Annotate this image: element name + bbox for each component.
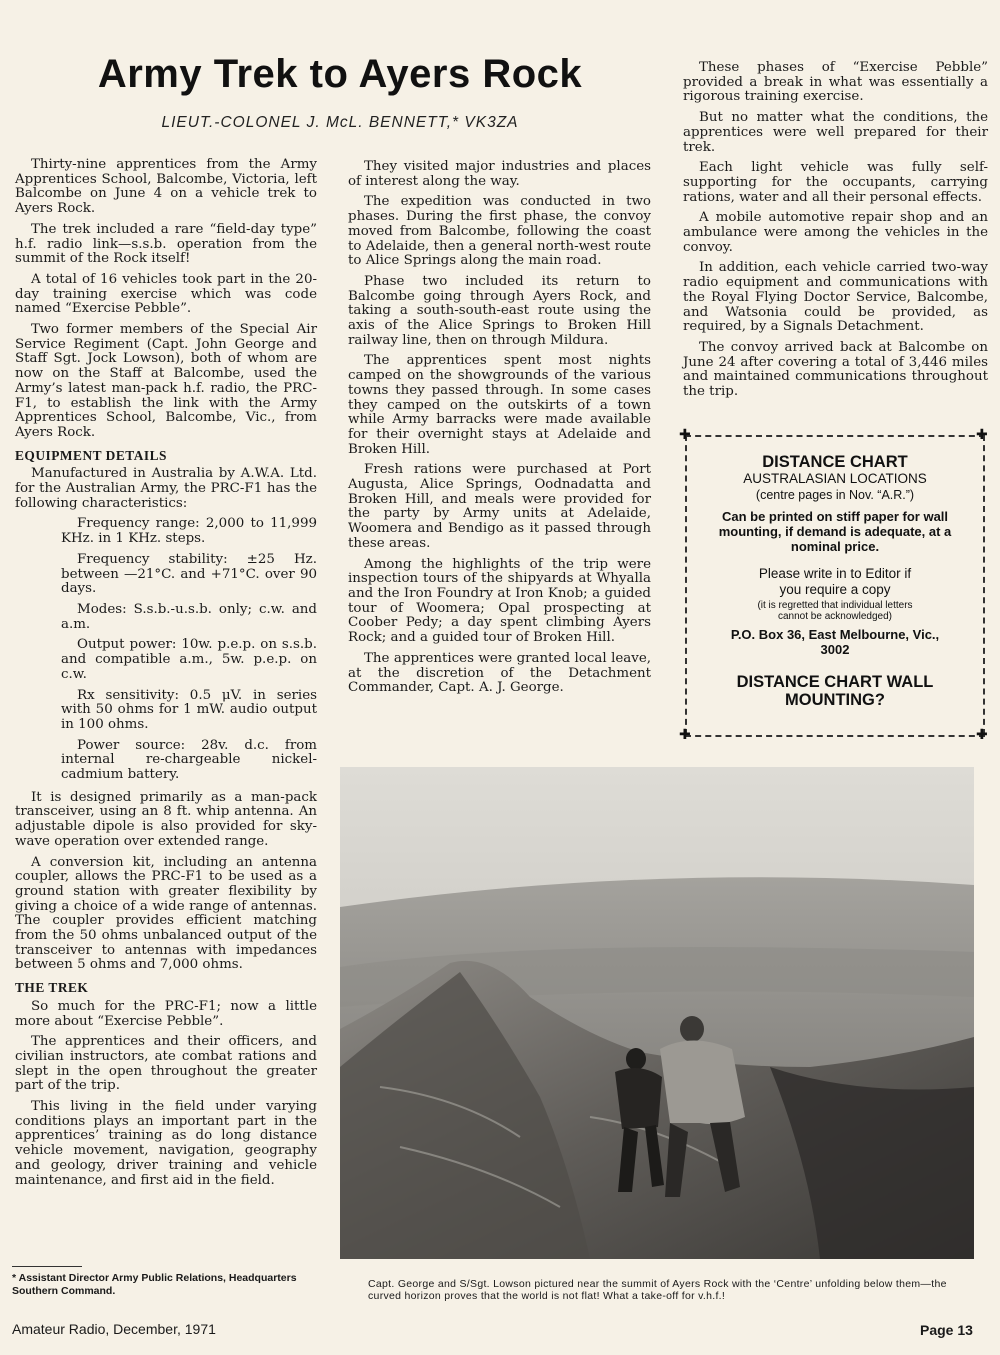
border-right [983,435,985,735]
page-number: Page 13 [920,1322,973,1338]
notice-heading: DISTANCE CHART [762,453,908,471]
corner-cross-icon: ✚ [976,427,988,443]
paragraph: But no matter what the conditions, the apprentices were well prepared for their trek. [683,110,988,155]
paragraph: Two former members of the Special Air Service Regiment (Capt. John George and Staff Sgt. Jock Lowson), both of whom are now on the Staff at Balcombe, used the Army’s latest man-pack h.f. radio, the PRC-F1, to establish the link with the Army Apprentices School, Balcombe, Vic., from Ayers Rock. [15,322,317,440]
notice-note: (it is regretted that individual letters cannot be acknowledged) [757,600,913,622]
notice-request: Please write in to Editor if you require a copy [758,566,912,597]
paragraph: Phase two included its return to Balcombe going through Ayers Rock, and taking a south-south-east route using the axis of the Alice Springs to Broken Hill railway line, then on through Mildura. [348,273,651,348]
notice-offer: Can be printed on stiff paper for wall mounting, if demand is adequate, at a nominal price. [718,509,952,554]
corner-cross-icon: ✚ [976,727,988,743]
footnote-rule [12,1266,82,1267]
paragraph: A mobile automotive repair shop and an ambulance were among the vehicles in the convoy. [683,210,988,255]
paragraph: The apprentices and their officers, and civilian instructors, ate combat rations and slept in the open throughout the greater part of the trip. [15,1034,317,1094]
paragraph: A total of 16 vehicles took part in the 20-day training exercise which was code named “Exercise Pebble”. [15,271,317,317]
spec-item: Frequency stability: ±25 Hz. between —21°C. and +71°C. over 90 days. [61,551,317,597]
photo-caption: Capt. George and S/Sgt. Lowson pictured near the summit of Ayers Rock with the ‘Centre’ unfolding below them—the curved horizon proves that the world is not flat! What a take-off for v.h.f.! [368,1278,947,1302]
article-column-3 [683,61,988,406]
article-column-2 [348,160,651,702]
ayers-rock-photo [340,767,974,1259]
paragraph: In addition, each vehicle carried two-way radio equipment and communications with the Royal Flying Doctor Service, Balcombe, and Watsonia could be provided, as required, by a Signals Detachment. [683,260,988,335]
section-heading-equipment: EQUIPMENT DETAILS [15,447,167,463]
notice-address: P.O. Box 36, East Melbourne, Vic., 3002 [730,627,940,657]
paragraph: It is designed primarily as a man-pack transceiver, using an 8 ft. whip antenna. An adjustable dipole is also provided for sky-wave operation over extended range. [15,789,317,849]
paragraph: A conversion kit, including an antenna coupler, allows the PRC-F1 to be used as a ground station with greater flexibility by giving a choice of a wide range of antennas. The coupler provides efficient matching from the 50 ohms unbalanced output of the transceiver to antennas with impedances between 5 ohms and 7,000 ohms. [15,854,317,973]
article-byline: LIEUT.-COLONEL J. McL. BENNETT,* VK3ZA [161,114,519,131]
spec-item: Rx sensitivity: 0.5 μV. in series with 50 ohms for 1 mW. audio output in 100 ohms. [61,687,317,732]
paragraph: Thirty-nine apprentices from the Army Apprentices School, Balcombe, Victoria, left Balcombe on June 4 on a vehicle trek to Ayers Rock. [15,157,317,217]
article-column-1 [15,158,317,1194]
spec-item: Modes: S.s.b.-u.s.b. only; c.w. and a.m. [61,601,317,632]
paragraph: So much for the PRC-F1; now a little more about “Exercise Pebble”. [15,998,317,1029]
paragraph: Fresh rations were purchased at Port Augusta, Alice Springs, Oodnadatta and Broken Hill, and meals were provided for the party by Army units at Adelaide, Woomera and Bendigo as it passed through these areas. [348,462,651,551]
paragraph: Each light vehicle was fully self-supporting for the occupants, carrying rations, water and all their personal effects. [683,160,988,205]
article-title: Army Trek to Ayers Rock [97,52,583,96]
spec-item: Output power: 10w. p.e.p. on s.s.b. and compatible a.m., 5w. p.e.p. on c.w. [61,637,317,682]
paragraph: The convoy arrived back at Balcombe on June 24 after covering a total of 3,446 miles and maintained communications throughout the trip. [683,339,988,400]
notice-content [699,453,971,709]
paragraph: Among the highlights of the trip were inspection tours of the shipyards at Whyalla and the Iron Foundry at Iron Knob; a guided tour of Woomera; Opal prospecting at Coober Pedy; a day spent climbing Ayers Rock; and a guided tour of Broken Hill. [348,556,651,646]
photo-scene [340,767,974,1259]
paragraph: These phases of “Exercise Pebble” provided a break in what was essentially a rigorous training exercise. [683,60,988,105]
border-top [685,435,985,437]
notice-subheading: AUSTRALASIAN LOCATIONS [743,471,927,486]
corner-cross-icon: ✚ [679,727,691,743]
paragraph: The apprentices spent most nights camped on the showgrounds of the various towns they passed through. In some cases they camped on the outskirts of a town while Army barracks were made available for their overnight stays at Adelaide and Broken Hill. [348,353,651,457]
distance-chart-notice [679,427,988,743]
paragraph: The trek included a rare “field-day type” h.f. radio link—s.s.b. operation from the summit of the Rock itself! [15,221,317,267]
section-heading-trek: THE TREK [15,980,89,996]
spec-item: Power source: 28v. d.c. from internal re-chargeable nickel-cadmium battery. [61,737,317,783]
notice-closing: DISTANCE CHART WALL MOUNTING? [736,673,934,709]
paragraph: They visited major industries and places of interest along the way. [348,159,651,189]
border-bottom [685,735,985,737]
corner-cross-icon: ✚ [679,427,691,443]
paragraph: The expedition was conducted in two phases. During the first phase, the convoy moved from Balcombe, following the coast to Adelaide, then a general north-west route to Alice Springs along the main road. [348,194,651,269]
paragraph: Manufactured in Australia by A.W.A. Ltd. for the Australian Army, the PRC-F1 has the following characteristics: [15,466,317,511]
spec-item: Frequency range: 2,000 to 11,999 KHz. in 1 KHz. steps. [61,516,317,547]
paragraph: This living in the field under varying conditions plays an important part in the apprentices’ training as do long distance vehicle movement, navigation, geography and geology, driver training and vehicle maintenance, and first aid in the field. [15,1099,317,1188]
publication-footer: Amateur Radio, December, 1971 [12,1321,216,1337]
footnote: * Assistant Director Army Public Relations, Headquarters Southern Command. [12,1272,297,1297]
notice-reference: (centre pages in Nov. “A.R.”) [755,488,915,502]
border-left [685,435,687,735]
paragraph: The apprentices were granted local leave, at the discretion of the Detachment Commander, Capt. A. J. George. [348,650,651,696]
